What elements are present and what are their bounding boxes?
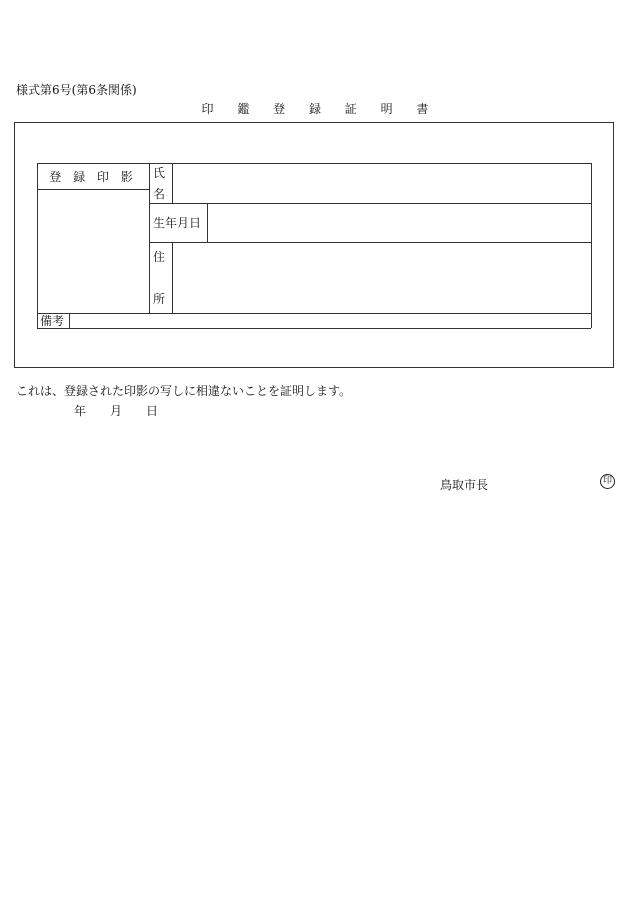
date-year-label: 年 [74, 404, 87, 418]
table-border-bottom [37, 328, 591, 329]
form-number: 様式第6号(第6条関係) [16, 83, 137, 97]
certification-statement: これは、登録された印影の写しに相違ないことを証明します。 [16, 384, 352, 398]
date-month-label: 月 [110, 404, 123, 418]
remarks-label: 備考 [40, 314, 65, 328]
issuer-title: 鳥取市長 [440, 478, 489, 492]
address-label-top: 住 [153, 250, 166, 264]
birthdate-label: 生年月日 [153, 216, 202, 230]
name-label-top: 氏 [153, 166, 166, 180]
seal-column-divider [149, 163, 150, 313]
date-day-label: 日 [146, 404, 159, 418]
address-label-bottom: 所 [153, 292, 166, 306]
seal-impression-label: 登 録 印 影 [49, 170, 137, 184]
official-seal-icon [600, 474, 615, 489]
remarks-value-cell [70, 314, 591, 328]
table-border-right [591, 163, 592, 328]
name-value-cell [173, 164, 591, 203]
seal-impression-box [38, 190, 149, 313]
document-title: 印 鑑 登 録 証 明 書 [201, 102, 439, 116]
address-value-cell [173, 243, 591, 313]
name-label-bottom: 名 [153, 187, 166, 201]
seal-character: 印 [602, 476, 612, 486]
birthdate-value-cell [208, 204, 591, 242]
